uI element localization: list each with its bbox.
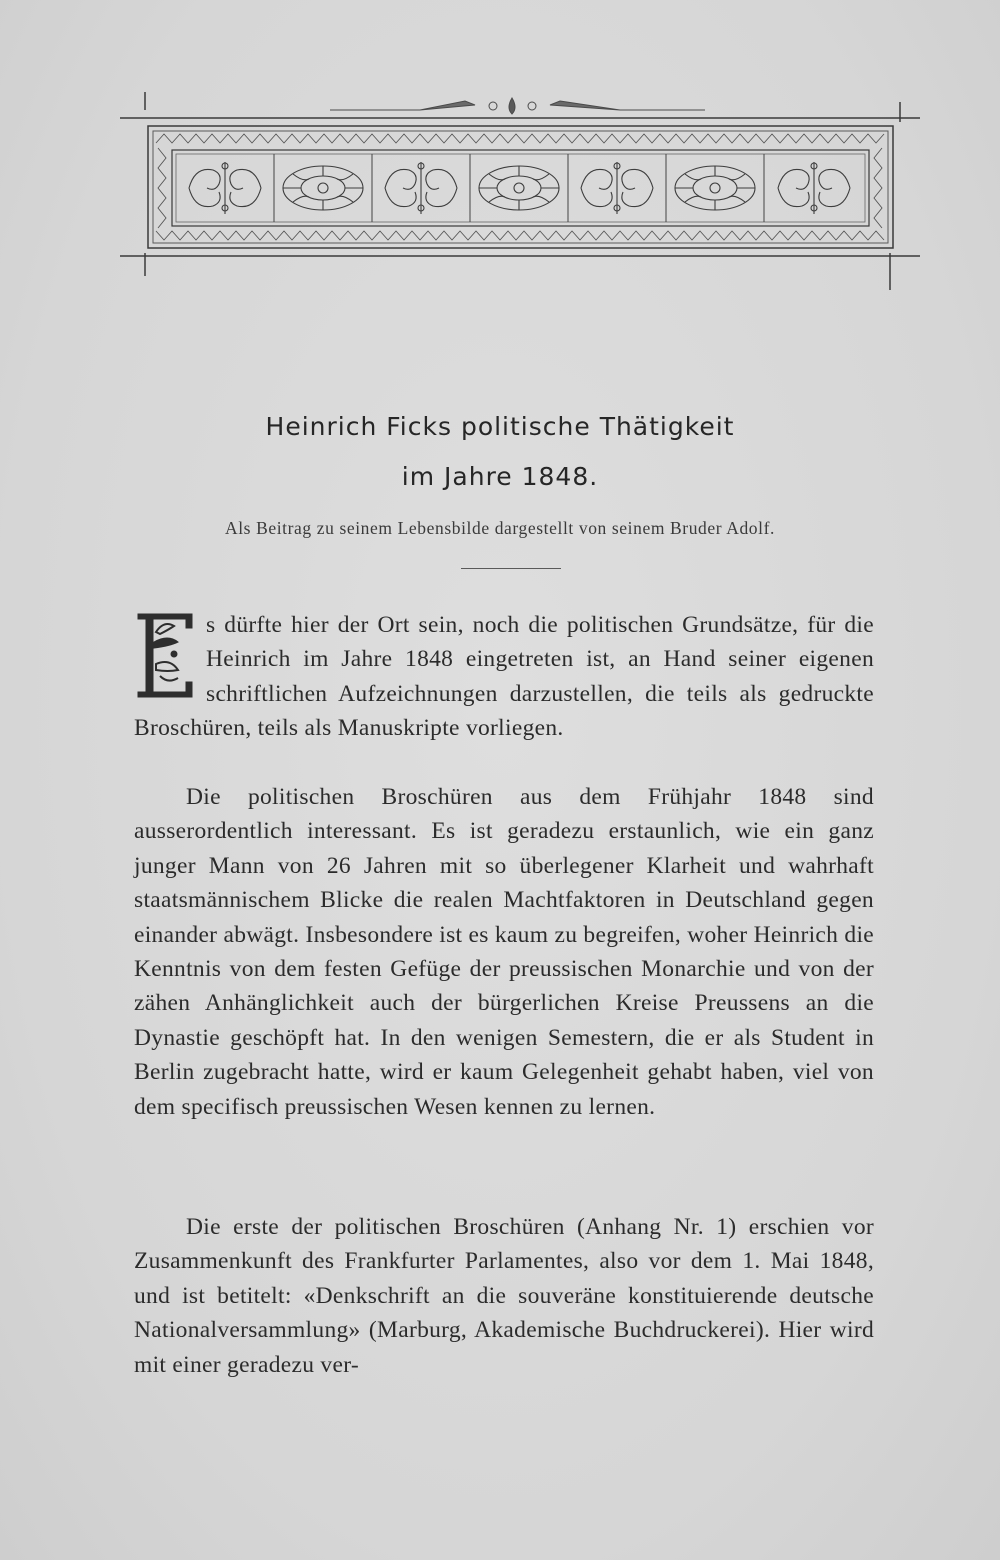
paragraph-1-text: s dürfte hier der Ort sein, noch die politischen Grundsätze, für die Heinrich im Jahre 1848 eingetreten ist, an Hand seiner eigenen schriftlichen Aufzeichnungen darzustellen, die teils als gedruckte Broschüren, teils als Manuskripte vorliegen. bbox=[134, 612, 874, 742]
ornamental-header-band bbox=[120, 88, 920, 298]
paragraph-3: Die erste der politischen Broschüren (Anhang Nr. 1) erschien vor Zusammenkunft des Frankfurter Parlamentes, also vor dem 1. Mai 1848, und ist betitelt: «Denkschrift an die souveräne konstituierende deutsche Nationalversammlung» (Marburg, Akademische Buchdruckerei). Hier wird mit einer geradezu ver- bbox=[134, 1214, 874, 1378]
paragraph-1 bbox=[134, 608, 874, 746]
chapter-title-line-2: im Jahre 1848. bbox=[401, 462, 599, 491]
drop-cap-e-icon bbox=[134, 612, 196, 700]
chapter-subtitle: Als Beitrag zu seinem Lebensbilde dargestellt von seinem Bruder Adolf. bbox=[224, 518, 776, 538]
title-divider bbox=[461, 568, 561, 569]
chapter-title-line-1: Heinrich Ficks politische Thätigkeit bbox=[265, 412, 735, 441]
paragraph-2: Die politischen Broschüren aus dem Frühjahr 1848 sind ausserordentlich interessant. Es ist geradezu erstaunlich, wie ein ganz junger Mann von 26 Jahren mit so überlegener Klarheit und wahrhaft staatsmännischem Blicke die realen Machtfaktoren in Deutschland gegen einander abwägt. Insbesondere ist es kaum zu begreifen, woher Heinrich die Kenntnis von dem festen Gefüge der preussischen Monarchie und von der zähen Anhänglichkeit auch der bürgerlichen Kreise Preussens an die Dynastie geschöpft hat. In den wenigen Semestern, die er als Student in Berlin zugebracht hatte, wird er kaum Gelegenheit gehabt haben, viel von dem specifisch preussischen Wesen kennen zu lernen. bbox=[134, 784, 874, 1120]
